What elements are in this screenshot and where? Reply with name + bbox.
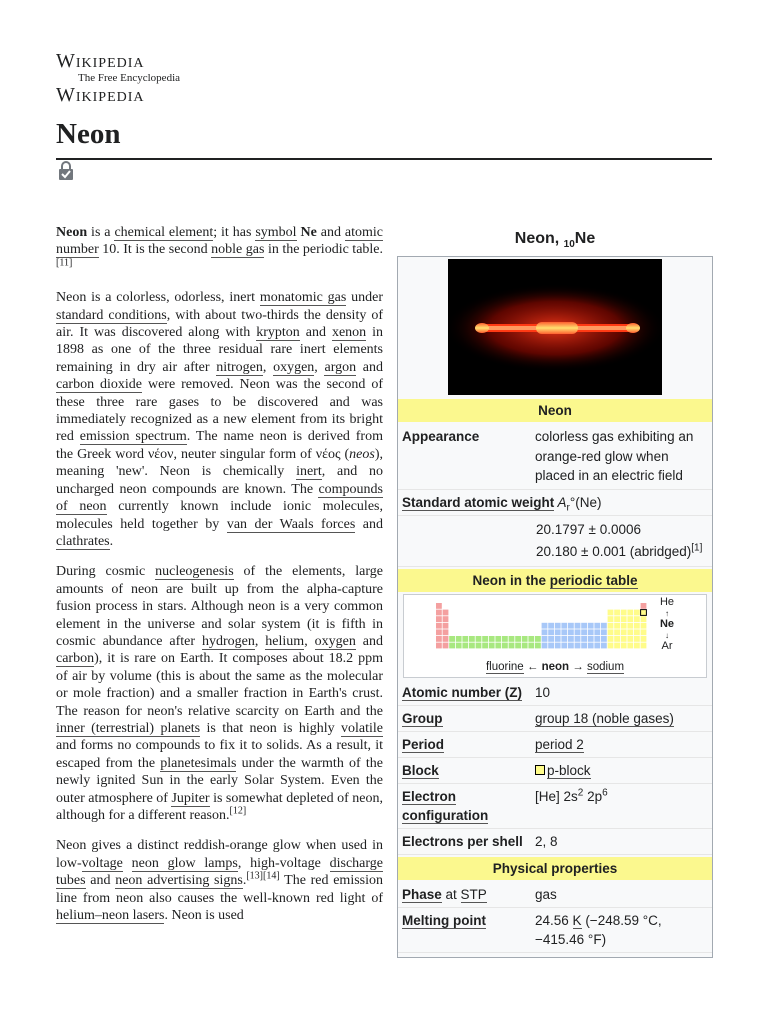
text: Neon is a colorless, odorless, inert — [56, 290, 260, 306]
text: and — [355, 633, 383, 649]
wordmark-secondary: Wikipedia — [56, 84, 145, 106]
pt-cell-p — [621, 616, 627, 622]
text: , — [314, 359, 325, 375]
pt-cell-f — [528, 642, 534, 648]
arrow-right: → — [569, 660, 587, 673]
arrow-left: ← — [523, 660, 542, 673]
pt-cell-p — [608, 622, 614, 628]
section-header-physical-properties: Physical properties — [398, 857, 712, 880]
pt-cell-p — [608, 629, 614, 635]
pt-cell-p — [614, 609, 620, 615]
pt-cell-d — [548, 636, 554, 642]
value-atomic-weight: 20.1797 ± 0.0006 — [536, 521, 642, 537]
pt-cell-d — [568, 629, 574, 635]
element-he[interactable]: He — [659, 595, 675, 608]
paragraph-properties — [56, 289, 383, 550]
pt-cell-d — [594, 622, 600, 628]
link-group-18[interactable]: group 18 (noble gases) — [535, 710, 674, 726]
pt-cell-d — [575, 642, 581, 648]
text: and — [299, 325, 332, 341]
pt-cell-d — [561, 622, 567, 628]
pt-cell-p — [634, 642, 640, 648]
pt-cell-f — [482, 636, 488, 642]
superscript: 6 — [602, 787, 608, 798]
text: . — [109, 533, 114, 549]
label-period — [402, 735, 535, 754]
link-noble-gas[interactable]: noble gas — [211, 242, 265, 258]
neon-tube-image[interactable] — [398, 257, 712, 397]
value-electron-configuration — [535, 787, 708, 825]
row-group — [398, 706, 712, 732]
neon-discharge-photo[interactable] — [448, 259, 662, 395]
row-atomic-weight-values — [398, 516, 712, 567]
pt-cell-f — [456, 636, 462, 642]
link-discharge-tubes[interactable]: discharge tubes — [56, 855, 384, 889]
link-nitrogen[interactable]: nitrogen — [216, 359, 263, 375]
pt-cell-d — [581, 622, 587, 628]
tagline: The Free Encyclopedia — [78, 72, 181, 84]
pt-cell-p — [627, 636, 633, 642]
link-helium[interactable]: helium — [265, 633, 305, 649]
pt-cell-p — [641, 616, 647, 622]
link-oxygen[interactable]: oxygen — [314, 633, 356, 649]
label-electron-configuration — [402, 787, 535, 825]
text: at — [441, 886, 461, 902]
text: 24.56 — [535, 912, 573, 928]
pt-cell-p — [614, 636, 620, 642]
pt-cell-p — [608, 616, 614, 622]
pt-cell-d — [581, 636, 587, 642]
text: in 1898 as one of the three residual rare inert elements remaining in dry air after — [56, 325, 384, 375]
link-standard-conditions[interactable]: standard conditions — [56, 307, 167, 323]
pt-cell-f — [528, 636, 534, 642]
value-appearance: colorless gas exhibiting an orange-red glow when placed in an electric field — [535, 429, 694, 483]
link-group[interactable]: Group — [402, 710, 443, 726]
link-krypton[interactable]: krypton — [256, 325, 300, 341]
pt-cell-d — [601, 622, 607, 628]
link-kelvin[interactable]: K — [572, 912, 582, 928]
link-jupiter[interactable]: Jupiter — [171, 790, 210, 806]
pt-cell-s — [641, 603, 647, 609]
text: The red emission line from neon also causes the well-known red light of — [56, 873, 383, 906]
reference-link[interactable]: [12] — [229, 805, 247, 817]
pt-cell-p — [634, 636, 640, 642]
pt-cell-s — [443, 609, 449, 615]
text: During cosmic — [56, 564, 156, 580]
pt-cell-d — [568, 642, 574, 648]
link-period[interactable]: Period — [402, 736, 445, 752]
row-electrons-per-shell — [398, 829, 712, 855]
value-group — [535, 709, 708, 728]
pt-cell-d — [588, 622, 594, 628]
pt-cell-d — [588, 629, 594, 635]
text: of the elements, large amounts of neon are built up from the alpha-capture fusion process in stars. Although neon is a very common element in the universe and solar system (it is fifth in cosmic abundance after — [56, 564, 383, 649]
pt-cell-f — [495, 636, 501, 642]
term-neos: neos — [349, 446, 375, 462]
pt-cell-d — [568, 636, 574, 642]
link-atomic-number[interactable]: Atomic number (Z) — [402, 684, 522, 700]
pt-cell-p — [627, 622, 633, 628]
link-block[interactable]: Block — [402, 762, 439, 778]
pt-cell-d — [581, 642, 587, 648]
pt-cell-f — [469, 636, 475, 642]
block-color-swatch — [535, 765, 545, 775]
term-neon: Neon — [56, 225, 88, 240]
text: Neon gives a distinct reddish-orange glow when used in low- — [56, 838, 383, 871]
title-divider — [56, 158, 712, 160]
pt-cell-f — [502, 642, 508, 648]
pt-cell-f — [449, 642, 455, 648]
pt-cell-f — [522, 642, 528, 648]
pt-cell-d — [542, 629, 548, 635]
link-inner-planets[interactable]: inner (terrestrial) planets — [56, 720, 201, 736]
paragraph-glow — [56, 837, 383, 924]
text: and — [85, 873, 116, 889]
link-volatile[interactable]: volatile — [341, 720, 383, 736]
text: , — [254, 633, 266, 649]
link-hydrogen[interactable]: hydrogen — [201, 633, 255, 649]
pt-cell-d — [542, 642, 548, 648]
text: is that neon is highly — [200, 720, 341, 736]
link-neon-signs[interactable]: neon advertising signs — [115, 873, 243, 889]
link-clathrates[interactable]: clathrates — [56, 533, 110, 549]
link-atomic-number[interactable]: atomic number — [56, 225, 383, 258]
text: 2p — [583, 788, 603, 804]
pt-cell-f — [482, 642, 488, 648]
link-argon[interactable]: argon — [324, 359, 357, 375]
pt-cell-p — [614, 616, 620, 622]
pt-cell-s — [443, 642, 449, 648]
pt-cell-d — [555, 622, 561, 628]
pt-cell-f — [495, 642, 501, 648]
pt-cell-f — [489, 636, 495, 642]
text: under — [346, 290, 383, 306]
reference-link[interactable]: [1] — [691, 542, 703, 553]
current-element: neon — [541, 660, 570, 673]
label-appearance: Appearance — [402, 429, 480, 444]
page-title: Neon — [56, 118, 121, 150]
pt-cell-neon — [641, 609, 647, 615]
pt-cell-s — [436, 609, 442, 615]
text: [He] 2s — [535, 788, 578, 804]
text: were removed. Neon was the second of these three rare gases to be discovered and was immediately recognized as a new element from its bright red — [56, 377, 383, 445]
pt-cell-f — [489, 642, 495, 648]
link-carbon[interactable]: carbon — [56, 651, 95, 667]
text: . The name neon is derived from the Greek word νέον, neuter singular form of νέος ( — [56, 429, 383, 462]
pt-cell-s — [443, 616, 449, 622]
term-ne: Ne — [300, 225, 317, 240]
text: and — [355, 516, 383, 532]
pt-cell-d — [548, 629, 554, 635]
caption-symbol: Ne — [574, 230, 596, 247]
paragraph-intro — [56, 224, 383, 276]
row-atomic-number — [398, 680, 712, 706]
pt-cell-d — [575, 636, 581, 642]
infobox-caption — [398, 230, 712, 251]
wordmark: Wikipedia — [56, 50, 145, 72]
link-p-block[interactable]: p-block — [547, 762, 591, 778]
pt-cell-s — [436, 642, 442, 648]
pt-cell-p — [621, 609, 627, 615]
pt-cell-f — [522, 636, 528, 642]
pt-cell-f — [515, 636, 521, 642]
pt-cell-p — [634, 616, 640, 622]
link-compounds-of-neon[interactable]: compounds of neon — [56, 481, 383, 515]
symbol-r: r — [566, 502, 570, 514]
lock-icon[interactable] — [57, 161, 75, 181]
pt-cell-s — [436, 636, 442, 642]
pt-cell-d — [555, 629, 561, 635]
pt-cell-d — [601, 642, 607, 648]
wikipedia-logo[interactable] — [56, 50, 216, 106]
pt-cell-d — [542, 622, 548, 628]
link-inert[interactable]: inert — [296, 464, 322, 480]
pt-cell-p — [641, 642, 647, 648]
label-group — [402, 709, 535, 728]
pt-cell-f — [456, 642, 462, 648]
pt-cell-d — [561, 636, 567, 642]
row-phase — [398, 882, 712, 908]
row-standard-atomic-weight — [398, 490, 712, 516]
pt-cell-p — [641, 636, 647, 642]
value-electrons-per-shell: 2, 8 — [535, 833, 558, 849]
pt-cell-p — [627, 609, 633, 615]
pt-cell-d — [588, 636, 594, 642]
pt-cell-f — [449, 636, 455, 642]
pt-cell-f — [535, 642, 541, 648]
value-phase: gas — [535, 886, 557, 902]
symbol-a: A — [554, 494, 567, 510]
article-body — [56, 224, 383, 937]
label-block — [402, 761, 535, 780]
pt-cell-p — [627, 629, 633, 635]
pt-cell-d — [594, 642, 600, 648]
value-period — [535, 735, 708, 754]
pt-cell-d — [601, 629, 607, 635]
text: . — [242, 873, 247, 889]
pt-cell-p — [621, 622, 627, 628]
reference-link[interactable]: [14] — [263, 870, 280, 882]
value-atomic-weight-abridged — [536, 541, 708, 563]
text: and — [316, 225, 345, 240]
pt-cell-p — [634, 629, 640, 635]
periodic-navigation — [404, 661, 706, 673]
text: , — [262, 359, 274, 375]
caption-subscript: 10 — [563, 239, 575, 251]
link-neon-glow-lamps[interactable]: neon glow lamps — [131, 855, 238, 871]
link-monatomic-gas[interactable]: monatomic gas — [259, 290, 347, 306]
pt-cell-f — [515, 642, 521, 648]
pt-cell-s — [443, 629, 449, 635]
link-electron-configuration[interactable]: Electron configuration — [402, 788, 489, 823]
link-voltage[interactable]: voltage — [81, 855, 123, 871]
superscript: 2 — [577, 787, 584, 798]
pt-cell-f — [509, 642, 515, 648]
link-emission-spectrum[interactable]: emission spectrum — [79, 429, 187, 445]
periodic-neighbors — [658, 597, 676, 652]
pt-cell-d — [594, 629, 600, 635]
row-electron-configuration — [398, 784, 712, 829]
text: (−248.59 °C, −415.46 °F) — [535, 912, 662, 947]
link-carbon-dioxide[interactable]: carbon dioxide — [56, 377, 143, 393]
reference-link[interactable]: [11] — [56, 257, 73, 269]
label-standard-atomic-weight — [402, 493, 708, 512]
pt-cell-s — [443, 636, 449, 642]
pt-cell-f — [469, 642, 475, 648]
link-van-der-waals[interactable]: van der Waals forces — [226, 516, 356, 532]
row-block — [398, 758, 712, 784]
pt-cell-f — [476, 642, 482, 648]
text: under the warmth of the newly ignited Sun in the early Solar System. Even the outer atmosphere of — [56, 755, 383, 806]
label-phase — [402, 885, 535, 904]
element-ar[interactable]: Ar — [661, 639, 673, 652]
link-nucleogenesis[interactable]: nucleogenesis — [155, 564, 234, 580]
text: ; it has — [213, 225, 256, 240]
pt-cell-d — [561, 629, 567, 635]
text: , high-voltage — [237, 855, 330, 871]
link-planetesimals[interactable]: planetesimals — [160, 755, 237, 771]
pt-cell-d — [575, 622, 581, 628]
section-header-neon: Neon — [398, 399, 712, 422]
pt-cell-p — [641, 622, 647, 628]
text: . Neon is used — [164, 908, 244, 924]
link-xenon[interactable]: xenon — [331, 325, 367, 341]
pt-cell-d — [575, 629, 581, 635]
pt-cell-d — [542, 636, 548, 642]
text: 10. It is the second — [98, 242, 212, 258]
pt-cell-p — [621, 636, 627, 642]
link-standard-atomic-weight[interactable]: Standard atomic weight — [402, 494, 555, 510]
text: currently known include ionic molecules, molecules held together by — [56, 499, 383, 532]
pt-cell-p — [634, 609, 640, 615]
pt-cell-f — [462, 636, 468, 642]
label-electrons-per-shell: Electrons per shell — [402, 833, 523, 849]
link-fluorine[interactable]: fluorine — [485, 660, 524, 673]
pt-cell-s — [436, 629, 442, 635]
link-symbol[interactable]: symbol — [255, 225, 297, 240]
text: in the periodic table. — [264, 242, 384, 258]
pt-cell-f — [535, 636, 541, 642]
pt-cell-d — [555, 642, 561, 648]
section-header-periodic-table — [398, 569, 712, 592]
label-melting-point — [402, 911, 535, 949]
row-period — [398, 732, 712, 758]
infobox — [397, 256, 713, 958]
pt-cell-p — [634, 622, 640, 628]
pt-cell-p — [641, 629, 647, 635]
text: , — [304, 633, 315, 649]
pt-cell-p — [621, 629, 627, 635]
pt-cell-p — [614, 642, 620, 648]
pt-cell-p — [627, 616, 633, 622]
pt-cell-s — [443, 622, 449, 628]
periodic-table-widget[interactable] — [403, 594, 707, 678]
pt-cell-d — [548, 642, 554, 648]
text: is a — [87, 225, 115, 240]
text: Neon in the — [472, 572, 550, 588]
pt-cell-d — [594, 636, 600, 642]
text: 20.180 ± 0.001 (abridged) — [536, 543, 692, 559]
arrow-up-icon: ↑ — [665, 608, 669, 618]
pt-cell-d — [555, 636, 561, 642]
link-chemical-element[interactable]: chemical element — [114, 225, 214, 240]
pt-cell-d — [548, 622, 554, 628]
text: , with about two-thirds the density of air. It was discovered along with — [56, 307, 383, 341]
text: ), meaning 'new'. Neon is chemically — [56, 446, 383, 480]
pt-cell-p — [621, 642, 627, 648]
pt-cell-d — [581, 629, 587, 635]
text: is somewhat depleted of neon, although for a different reason. — [56, 790, 383, 823]
caption-text: Neon, — [514, 230, 564, 247]
element-ne: Ne — [659, 617, 675, 630]
pt-cell-d — [568, 622, 574, 628]
text: and — [356, 359, 384, 375]
link-sodium[interactable]: sodium — [586, 660, 625, 673]
link-stp[interactable]: STP — [460, 886, 487, 902]
reference-link[interactable]: [13] — [246, 870, 264, 882]
link-phase[interactable]: Phase — [402, 886, 442, 902]
pt-cell-p — [614, 622, 620, 628]
pt-cell-f — [502, 636, 508, 642]
pt-cell-d — [561, 642, 567, 648]
link-periodic-table[interactable]: periodic table — [549, 572, 638, 588]
pt-cell-s — [436, 603, 442, 609]
pt-cell-p — [608, 642, 614, 648]
pt-cell-p — [614, 629, 620, 635]
pt-cell-d — [588, 642, 594, 648]
pt-cell-s — [436, 616, 442, 622]
pt-cell-f — [476, 636, 482, 642]
link-helium-neon-lasers[interactable]: helium–neon lasers — [56, 908, 165, 924]
link-melting-point[interactable]: Melting point — [402, 912, 486, 928]
pt-cell-d — [601, 636, 607, 642]
symbol-ne: °(Ne) — [569, 494, 602, 510]
text — [123, 856, 132, 871]
arrow-down-icon: ↓ — [665, 630, 669, 640]
pt-cell-f — [509, 636, 515, 642]
text: , and no uncharged neon compounds are known. The — [56, 464, 383, 497]
link-oxygen[interactable]: oxygen — [273, 359, 315, 375]
row-melting-point — [398, 908, 712, 953]
value-block — [535, 761, 708, 780]
pt-cell-f — [462, 642, 468, 648]
value-atomic-number: 10 — [535, 684, 551, 700]
pt-cell-p — [608, 636, 614, 642]
paragraph-nucleogenesis — [56, 563, 383, 824]
row-appearance — [398, 424, 712, 490]
text: ), it is rare on Earth. It composes about 18.2 ppm of air by volume (this is about the same as the molecular or mole fraction) and a smaller fraction in Earth's crust. The reason for neon's relative scarcity on Earth and the — [56, 651, 383, 719]
link-period-2[interactable]: period 2 — [535, 736, 584, 752]
text: and forms no compounds to fix it to solids. As a result, it escaped from the — [56, 738, 383, 771]
label-atomic-number — [402, 683, 535, 702]
pt-cell-p — [627, 642, 633, 648]
pt-cell-s — [436, 622, 442, 628]
value-melting-point — [535, 911, 708, 949]
pt-cell-p — [608, 609, 614, 615]
